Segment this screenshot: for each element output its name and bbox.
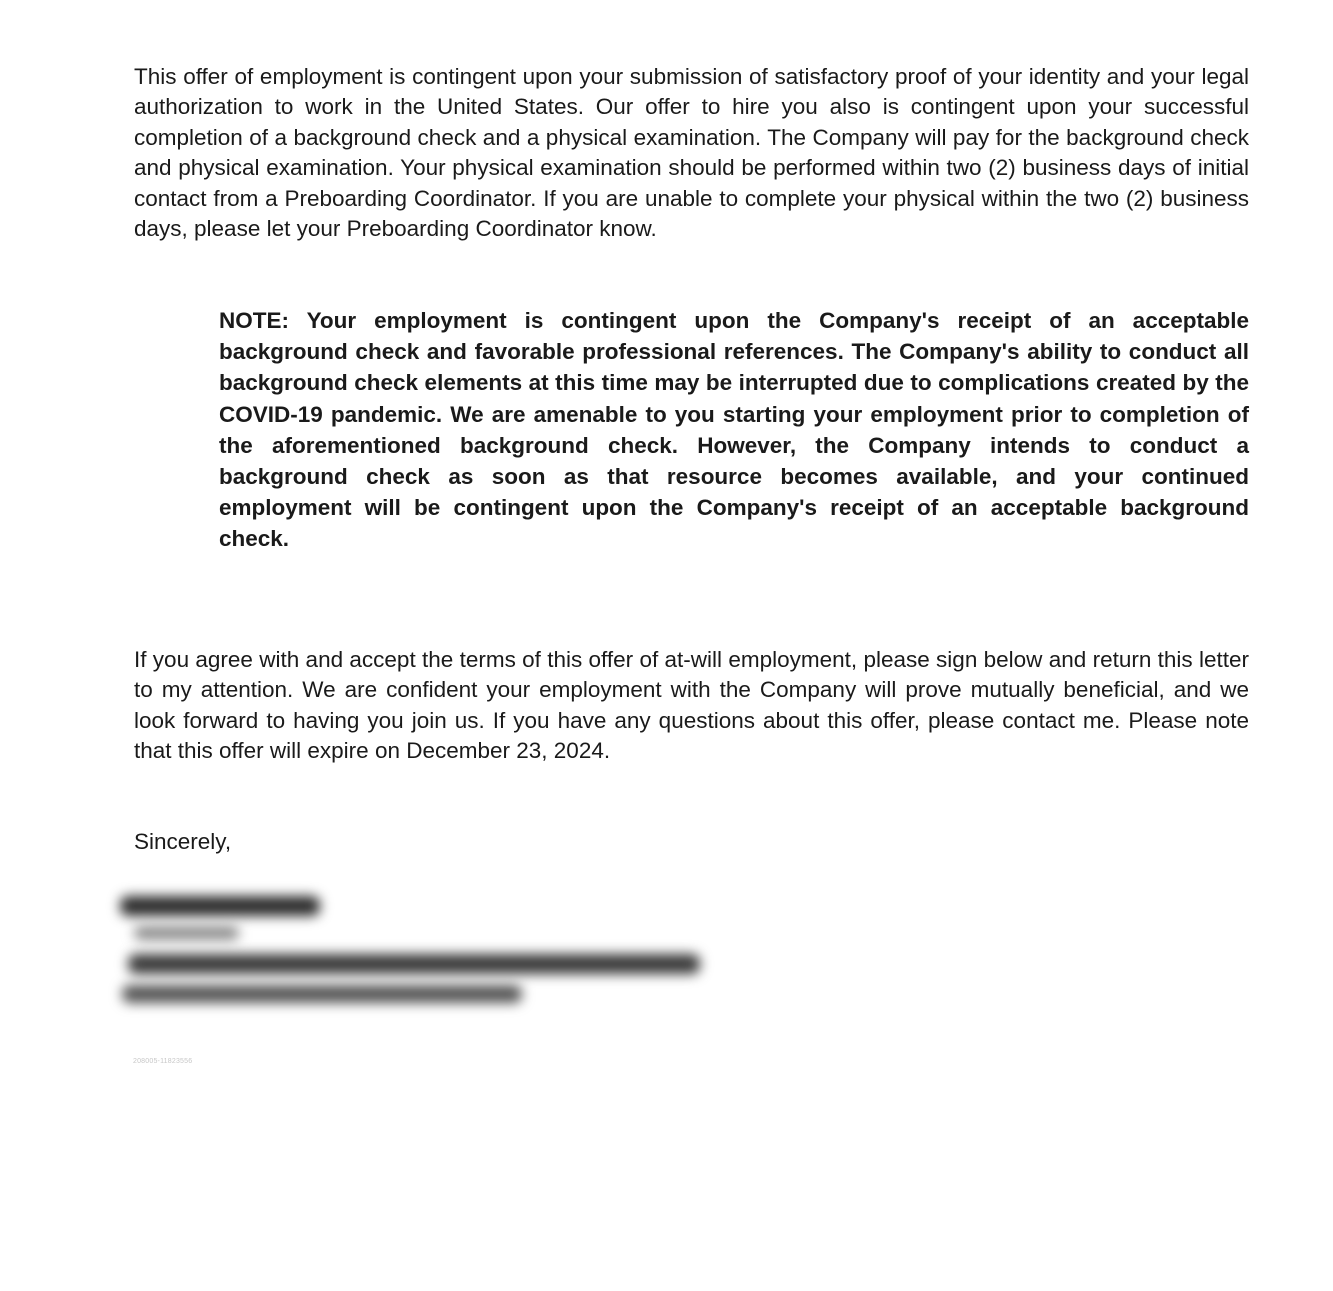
redacted-signer-address [128, 954, 700, 974]
redacted-signer-email [122, 985, 522, 1003]
paragraph-contingency: This offer of employment is contingent upon your submission of satisfactory proof of your identity and your legal authorization to work in the United States. Our offer to hire you also is contingent upon your successful completion of a background check and a physical examination. The Company will pay for the background check and physical examination. Your physical examination should be performed within two (2) business days of initial contact from a Preboarding Coordinator. If you are unable to complete your physical within the two (2) business days, please let your Preboarding Coordinator know. [134, 64, 1249, 242]
paragraph-acceptance: If you agree with and accept the terms of this offer of at-will employment, please sign below and return this letter to my attention. We are confident your employment with the Company will prove mutually beneficial, and we look forward to having you join us. If you have any questions about this offer, please contact me. Please note that this offer will expire on December 23, 2024. [134, 647, 1249, 764]
note-background-check: NOTE: Your employment is contingent upon the Company's receipt of an acceptable background check and favorable professional references. The Company's ability to conduct all background check elements at this time may be interrupted due to complications created by the COVID-19 pandemic. We are amenable to you starting your employment prior to completion of the aforementioned background check. However, the Company intends to conduct a background check as soon as that resource becomes available, and your continued employment will be contingent upon the Company's receipt of an acceptable background check. [219, 308, 1249, 552]
redacted-signer-name [120, 896, 320, 916]
document-id: 208005-11823556 [133, 1058, 193, 1065]
redacted-signer-title [134, 926, 239, 940]
closing-salutation: Sincerely, [134, 829, 232, 854]
